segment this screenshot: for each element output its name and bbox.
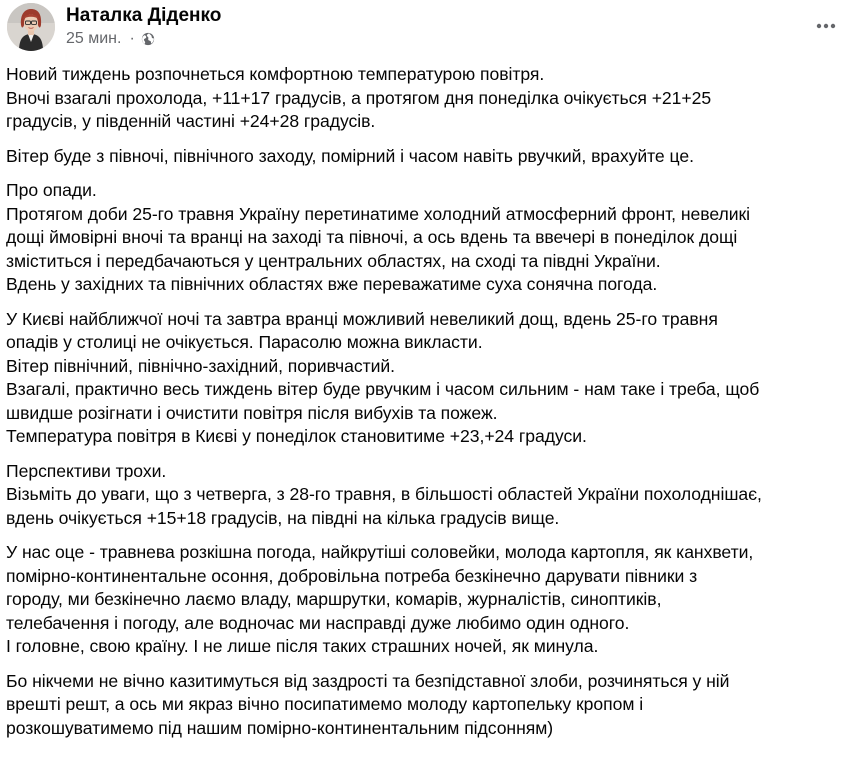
post-paragraph	[6, 308, 849, 449]
post-text-line: Температура повітря в Києві у понеділок становитиме +23,+24 градуси.	[6, 426, 587, 446]
post-text-line: Вдень у західних та північних областях вже переважатиме суха сонячна погода.	[6, 274, 658, 294]
post-text-line: Протягом доби 25-го травня Україну перетинатиме холодний атмосферний фронт, невеликі	[6, 203, 751, 224]
post-timestamp[interactable]: 25 мин.	[66, 30, 122, 47]
post-text-line: Перспективи трохи.	[6, 460, 167, 481]
post-text-line: Бо нікчеми не вічно казитимуться від заздрості та безпідставної злоби, розчиняться у ній	[6, 670, 730, 691]
post-text-line: У нас оце - травнева розкішна погода, найкрутіші соловейки, молода картопля, як канхвети,	[6, 542, 754, 562]
post-text-line: опадів у столиці не очікується. Парасолю можна викласти.	[6, 332, 483, 352]
post-paragraph	[6, 670, 849, 741]
post-text-line: І головне, свою країну. І не лише після таких страшних ночей, як минула.	[6, 636, 599, 656]
post-text-line: розкошуватимемо під нашим помірно-континентальним підсонням)	[6, 717, 554, 738]
post-meta	[66, 29, 155, 49]
post-text-line: Про опади.	[6, 180, 97, 200]
post-text-line: Вітер буде з півночі, північного заходу, помірний і часом навіть рвучкий, врахуйте це.	[6, 145, 694, 166]
post-body	[6, 63, 849, 751]
post-text-line: Вітер північний, північно-західний, поривчастий.	[6, 355, 396, 376]
more-options-button[interactable]	[808, 8, 844, 44]
post-header	[0, 0, 849, 60]
post-text-line: вдень очікується +15+18 градусів, на півдні на кілька градусів вище.	[6, 507, 560, 528]
avatar-image	[7, 3, 55, 51]
post-text-line: Візьміть до уваги, що з четверга, з 28-го травня, в більшості областей України похолоднішає,	[6, 484, 762, 504]
meta-separator: ·	[129, 30, 135, 47]
author-avatar[interactable]	[7, 3, 55, 51]
post-paragraph	[6, 460, 849, 531]
post-text-line: зміститься і передбачаються у центральних областях, на сході та півдні України.	[6, 250, 661, 271]
post-text-line: У Києві найближчої ночі та завтра вранці можливий невеликий дощ, вдень 25-го травня	[6, 308, 718, 329]
post-text-line: врешті решт, а ось ми якраз вічно посипатимемо молоду картопельку кропом і	[6, 694, 644, 714]
post-paragraph	[6, 63, 849, 134]
post-text-line: помірно-континентальне осоння, добровільна потреба безкінечно дарувати півники з	[6, 565, 698, 586]
post-paragraph	[6, 145, 849, 169]
post-text-line: градусів, у південній частині +24+28 градусів.	[6, 111, 376, 131]
post-text-line: телебачення і погоду, але водночас ми насправді дуже любимо один одного.	[6, 612, 630, 633]
post-text-line: Взагалі, практично весь тиждень вітер буде рвучким і часом сильним - нам таке і треба, щоб	[6, 379, 760, 399]
author-name[interactable]: Наталка Діденко	[66, 5, 222, 26]
post-paragraph	[6, 179, 849, 297]
post-text-line: дощі ймовірні вночі та вранці на заході та півночі, а ось вдень та ввечері в понеділок дощі	[6, 227, 738, 247]
post-text-line: швидше розігнати і очистити повітря після вибухів та пожеж.	[6, 402, 498, 423]
globe-icon	[141, 32, 155, 46]
post-text-line: Новий тиждень розпочнеться комфортною температурою повітря.	[6, 64, 545, 84]
post-paragraph	[6, 541, 849, 659]
post-text-line: Вночі взагалі прохолода, +11+17 градусів, а протягом дня понеділка очікується +21+25	[6, 87, 712, 108]
more-horizontal-icon	[816, 23, 836, 29]
post-text-line: городу, ми безкінечно лаємо владу, маршрутки, комарів, журналістів, синоптиків,	[6, 589, 662, 609]
